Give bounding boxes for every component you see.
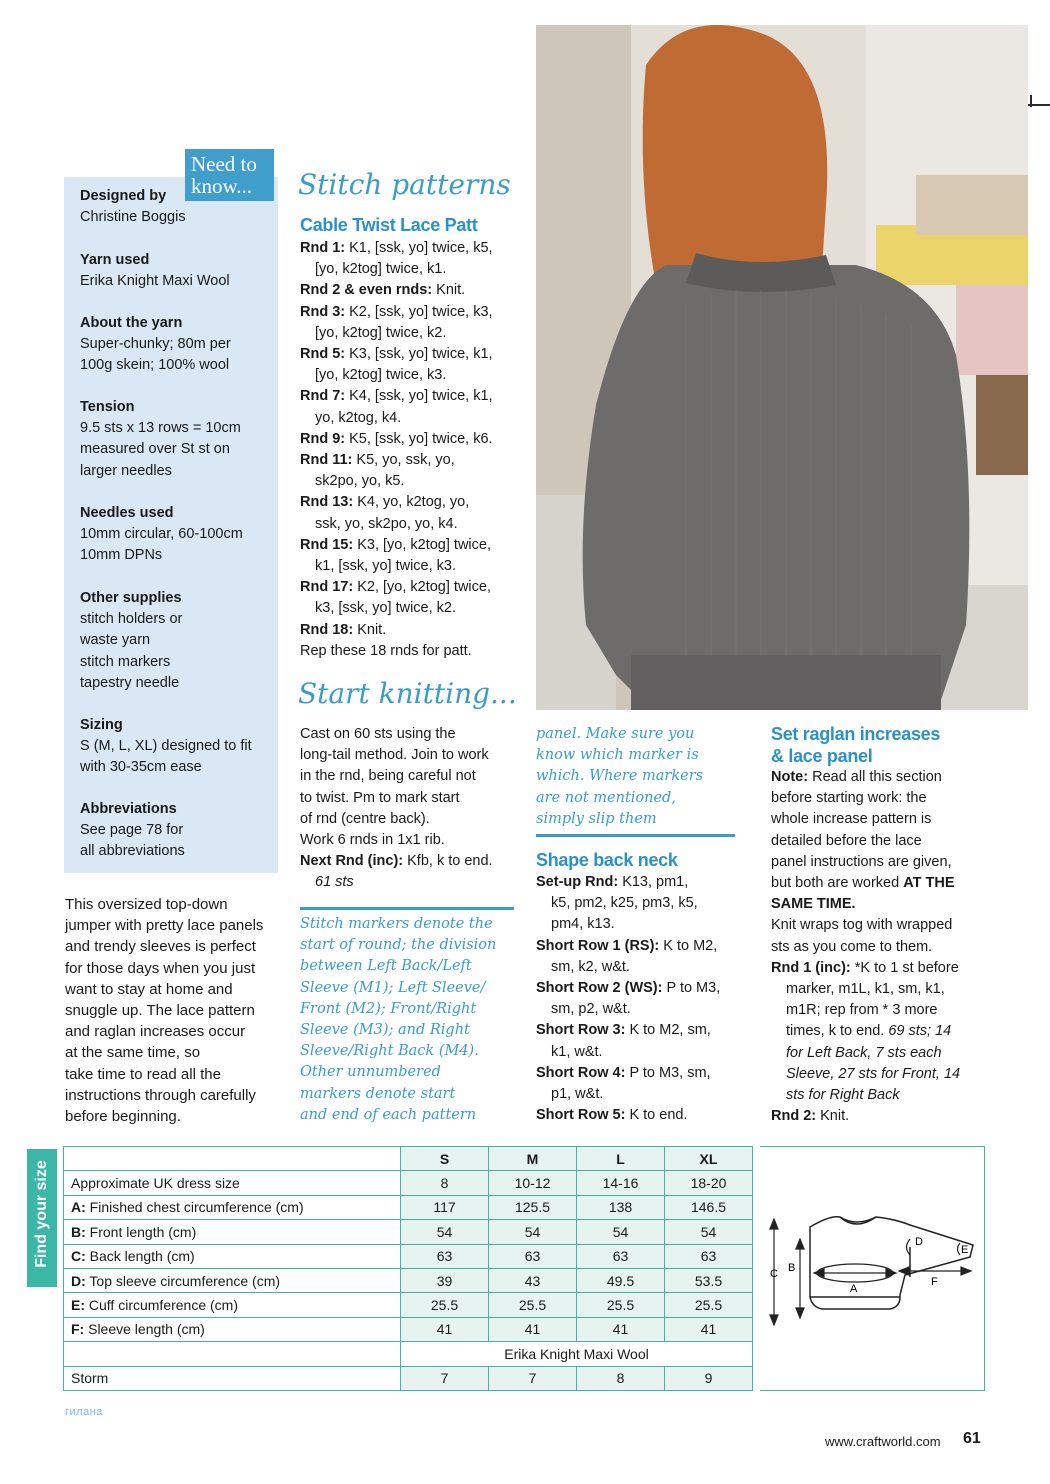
note-line: markers denote start (300, 1085, 456, 1102)
table-cell: 41 (665, 1317, 753, 1341)
start-line: Cast on 60 sts using the (300, 726, 456, 742)
rnd-text: K2, [ssk, yo] twice, k3, (349, 303, 493, 320)
sweater-schematic-icon (760, 1147, 984, 1392)
row-text: p1, w&t. (551, 1086, 604, 1103)
row-label: Short Row 1 (RS): (536, 937, 660, 954)
wrap-text: Knit wraps tog with wrapped (771, 917, 953, 934)
intro-line: before beginning. (65, 1108, 181, 1126)
watermark: гилана (65, 1406, 103, 1418)
label-d: D (915, 1236, 923, 1248)
header-cell: L (577, 1147, 665, 1171)
header-blank-cell (64, 1147, 401, 1171)
note-text: but both are worked (771, 875, 900, 892)
other-supplies-heading: Other supplies (80, 590, 182, 606)
row-label (64, 1317, 401, 1341)
rnd-label: Rnd 18: (300, 621, 354, 638)
header-cell: S (401, 1147, 489, 1171)
rnd-label: Rnd 5: (300, 346, 346, 363)
note-line: Front (M2); Front/Right (300, 1000, 477, 1017)
intro-line: and raglan increases occur (65, 1023, 246, 1041)
rnd-label: Rnd 11: (300, 452, 353, 469)
note-emphasis: SAME TIME. (771, 896, 856, 913)
marker-note-continued (536, 724, 751, 830)
table-cell: 117 (401, 1195, 489, 1219)
row-text: P to M3, (666, 980, 721, 997)
note-line: Other unnumbered (300, 1064, 441, 1081)
table-row (64, 1317, 753, 1341)
start-line: Work 6 rnds in 1x1 rib. (300, 832, 445, 849)
row-text: K to M2, sm, (629, 1022, 711, 1039)
sizing-line: with 30-35cm ease (80, 759, 202, 776)
rnd-label: Rnd 1: (300, 240, 346, 256)
shape-back-neck-text (536, 872, 761, 1126)
rnd-text: K3, [ssk, yo] twice, k1, (349, 346, 493, 363)
marker-note (300, 914, 525, 1126)
row-label: Short Row 4: (536, 1064, 626, 1081)
find-your-size-tab (27, 1149, 57, 1287)
raglan-heading (771, 723, 940, 767)
note-text: before starting work: the (771, 790, 927, 807)
next-rnd-text: Kfb, k to end. (407, 853, 493, 870)
row-label-text: Front length (cm) (89, 1223, 197, 1240)
rnd1-count: 69 sts; 14 (888, 1023, 952, 1040)
row-key: F: (71, 1321, 85, 1338)
rnd-text: [yo, k2tog] twice, k1. (315, 261, 447, 278)
row-label-text: Sleeve length (cm) (88, 1321, 205, 1338)
intro-paragraph (65, 894, 280, 1127)
rnd-text: K2, [yo, k2tog] twice, (357, 579, 491, 596)
rnd-text: sk2po, yo, k5. (315, 473, 405, 490)
table-cell: 125.5 (489, 1195, 577, 1219)
table-cell: 54 (665, 1220, 753, 1244)
woman-back-sweater-photo-icon (536, 25, 1028, 710)
row-key: D: (71, 1272, 86, 1289)
other-supplies-line: stitch markers (80, 653, 171, 670)
designed-by-block (80, 186, 186, 228)
start-line: of rnd (centre back). (300, 810, 430, 827)
table-cell: 138 (577, 1195, 665, 1219)
yarn-colour-label: Storm (64, 1366, 401, 1390)
note-line: which. Where markers (536, 768, 704, 785)
table-cell: 9 (665, 1366, 753, 1390)
rnd1-text: *K to 1 st before (854, 959, 959, 976)
row-label-text: Approximate UK dress size (71, 1175, 240, 1192)
row-label: Short Row 3: (536, 1022, 626, 1039)
note-line: Sleeve (M3); and Right (300, 1022, 470, 1039)
note-line: Stitch markers denote the (300, 916, 493, 932)
table-cell: 18-20 (665, 1171, 753, 1195)
table-row (64, 1268, 753, 1292)
row-label (64, 1195, 401, 1219)
row-text: K13, pm1, (622, 874, 689, 890)
row-text: sm, k2, w&t. (551, 958, 630, 975)
about-yarn-heading: About the yarn (80, 315, 183, 331)
row-key: A: (71, 1199, 86, 1216)
table-cell: 63 (489, 1244, 577, 1268)
start-knitting-text (300, 724, 525, 894)
sweater-photo (536, 25, 1028, 710)
header-cell: M (489, 1147, 577, 1171)
table-cell: 25.5 (665, 1293, 753, 1317)
note-rule-top (300, 907, 514, 910)
rnd-label: Rnd 7: (300, 388, 346, 405)
row-label (64, 1293, 401, 1317)
other-supplies-block (80, 588, 182, 694)
table-row (64, 1244, 753, 1268)
row-text: P to M3, sm, (629, 1064, 711, 1081)
table-cell: 41 (489, 1317, 577, 1341)
table-row (64, 1220, 753, 1244)
page-number: 61 (963, 1430, 981, 1447)
rnd1-count: for Left Back, 7 sts each (786, 1044, 942, 1061)
garment-schematic-box (760, 1146, 985, 1391)
rnd2-text: Knit. (820, 1108, 850, 1125)
sizing-heading: Sizing (80, 717, 123, 733)
table-row (64, 1171, 753, 1195)
table-cell: 49.5 (577, 1268, 665, 1292)
other-supplies-line: waste yarn (80, 632, 151, 649)
wrap-text: sts as you come to them. (771, 938, 933, 955)
rnd-text: [yo, k2tog] twice, k2. (315, 324, 447, 341)
yarn-used-block (80, 250, 230, 292)
needles-heading: Needles used (80, 505, 174, 521)
row-text: k5, pm2, k25, pm3, k5, (551, 895, 698, 912)
row-text: pm4, k13. (551, 916, 615, 933)
rnd-text: Knit. (436, 282, 466, 299)
table-cell: 63 (401, 1244, 489, 1268)
rnd-text: k1, [ssk, yo] twice, k3. (315, 558, 457, 575)
note-line: simply slip them (536, 810, 657, 827)
next-rnd-label: Next Rnd (inc): (300, 853, 404, 870)
rnd-label: Rnd 3: (300, 303, 346, 320)
rnd-label: Rnd 15: (300, 536, 354, 553)
cable-twist-subtitle: Cable Twist Lace Patt (300, 215, 478, 235)
repeat-text: Rep these 18 rnds for patt. (300, 642, 472, 659)
label-e: E (961, 1244, 969, 1256)
shape-back-neck-heading: Shape back neck (536, 850, 678, 870)
table-cell: 54 (577, 1220, 665, 1244)
table-cell: 14-16 (577, 1171, 665, 1195)
needles-block (80, 503, 243, 567)
note-line: between Left Back/Left (300, 958, 472, 975)
table-cell: 54 (401, 1220, 489, 1244)
intro-line: and trendy sleeves is perfect (65, 938, 256, 956)
yarn-used-heading: Yarn used (80, 252, 150, 268)
table-cell: 25.5 (489, 1293, 577, 1317)
table-cell: 39 (401, 1268, 489, 1292)
intro-line: take time to read all the (65, 1065, 221, 1083)
table-cell: 146.5 (665, 1195, 753, 1219)
other-supplies-line: stitch holders or (80, 611, 183, 628)
note-text: Read all this section (812, 769, 942, 785)
note-text: detailed before the lace (771, 832, 922, 849)
note-rule-bottom (536, 834, 735, 837)
start-knitting-title: Start knitting... (298, 677, 517, 710)
abbreviations-line: See page 78 for (80, 822, 184, 839)
intro-line: for those days when you just (65, 959, 256, 977)
table-row (64, 1293, 753, 1317)
note-text: whole increase pattern is (771, 811, 932, 828)
rnd-text: K1, [ssk, yo] twice, k5, (349, 240, 493, 256)
table-cell: 41 (577, 1317, 665, 1341)
rnd-text: k3, [ssk, yo] twice, k2. (315, 600, 457, 617)
row-label: Short Row 2 (WS): (536, 980, 663, 997)
table-cell: 63 (577, 1244, 665, 1268)
table-cell: 25.5 (401, 1293, 489, 1317)
table-cell: 63 (665, 1244, 753, 1268)
table-row (64, 1195, 753, 1219)
size-table (63, 1146, 753, 1391)
header-cell: XL (665, 1147, 753, 1171)
yarn-used-value: Erika Knight Maxi Wool (80, 273, 230, 290)
table-cell: 8 (401, 1171, 489, 1195)
rnd-text: K4, yo, k2tog, yo, (357, 494, 470, 511)
stitch-patterns-title: Stitch patterns (298, 168, 511, 201)
row-key: C: (71, 1248, 86, 1265)
rnd-text: K4, [ssk, yo] twice, k1, (349, 388, 493, 405)
abbreviations-line: all abbreviations (80, 843, 185, 860)
row-label: Short Row 5: (536, 1107, 626, 1124)
abbreviations-heading: Abbreviations (80, 801, 177, 817)
abbreviations-block (80, 799, 185, 863)
about-yarn-block (80, 313, 231, 377)
note-line: and end of each pattern (300, 1106, 477, 1123)
rnd-text: ssk, yo, sk2po, yo, k4. (315, 515, 458, 532)
label-c: C (770, 1268, 778, 1280)
label-b: B (788, 1262, 796, 1274)
need-to-know-badge: Need to know... (185, 149, 274, 201)
rnd1-count: sts for Right Back (786, 1087, 900, 1104)
note-line: panel. Make sure you (536, 726, 695, 742)
row-text: sm, p2, w&t. (551, 1001, 631, 1018)
rnd-text: K5, [ssk, yo] twice, k6. (349, 430, 493, 447)
row-label: Set-up Rnd: (536, 874, 619, 890)
about-yarn-line: 100g skein; 100% wool (80, 357, 230, 374)
rnd-text: yo, k2tog, k4. (315, 409, 402, 426)
about-yarn-line: Super-chunky; 80m per (80, 336, 231, 353)
note-line: are not mentioned, (536, 789, 676, 806)
note-line: start of round; the division (300, 937, 497, 954)
row-label (64, 1220, 401, 1244)
row-key: E: (71, 1297, 85, 1314)
table-cell: 8 (577, 1366, 665, 1390)
next-rnd-count: 61 sts (315, 874, 354, 891)
rnd1-count: Sleeve, 27 sts for Front, 14 (786, 1065, 961, 1082)
tension-line: measured over St st on (80, 441, 230, 458)
note-text: panel instructions are given, (771, 853, 952, 870)
row-label-text: Cuff circumference (cm) (88, 1297, 238, 1314)
tension-line: larger needles (80, 462, 172, 479)
yarn-name-cell: Erika Knight Maxi Wool (401, 1342, 753, 1366)
table-cell: 7 (401, 1366, 489, 1390)
table-cell: 41 (401, 1317, 489, 1341)
sizing-block (80, 715, 252, 779)
note-line: Sleeve/Right Back (M4). (300, 1043, 479, 1060)
rnd-label: Rnd 2 & even rnds: (300, 282, 433, 299)
table-row (64, 1366, 753, 1390)
raglan-text (771, 767, 1006, 1127)
rnd1-text: times, k to end. (786, 1023, 885, 1040)
note-emphasis: AT THE (903, 875, 955, 892)
sizing-line: S (M, L, XL) designed to fit (80, 738, 252, 755)
raglan-heading-line: & lace panel (771, 746, 873, 766)
table-cell: 25.5 (577, 1293, 665, 1317)
start-line: in the rnd, being careful not (300, 768, 476, 785)
row-label-text: Finished chest circumference (cm) (89, 1199, 304, 1216)
intro-line: at the same time, so (65, 1044, 201, 1062)
table-cell: 43 (489, 1268, 577, 1292)
start-line: long-tail method. Join to work (300, 747, 489, 764)
tension-heading: Tension (80, 399, 135, 415)
intro-line: This oversized top-down (65, 896, 228, 913)
label-f: F (931, 1276, 938, 1288)
footer-url: www.craftworld.com (825, 1434, 941, 1449)
label-a: A (850, 1283, 858, 1295)
row-text: K to M2, (663, 937, 718, 954)
row-label (64, 1171, 401, 1195)
designed-by-heading: Designed by (80, 188, 167, 204)
row-text: K to end. (629, 1107, 688, 1124)
find-your-size-label: Find your size (33, 1160, 50, 1268)
row-key: B: (71, 1223, 86, 1240)
table-header-row (64, 1147, 753, 1171)
intro-line: instructions through carefully (65, 1086, 256, 1104)
section-rule-tick (1030, 95, 1032, 107)
rnd-text: [yo, k2tog] twice, k3. (315, 367, 447, 384)
intro-line: want to stay at home and (65, 980, 233, 998)
row-label (64, 1268, 401, 1292)
raglan-heading-line: Set raglan increases (771, 724, 941, 744)
rnd1-text: marker, m1L, k1, sm, k1, (786, 981, 945, 998)
start-line: to twist. Pm to mark start (300, 789, 460, 806)
rnd-label: Rnd 9: (300, 430, 346, 447)
rnd-label: Rnd 17: (300, 579, 354, 596)
tension-line: 9.5 sts x 13 rows = 10cm (80, 420, 241, 437)
designed-by-value: Christine Boggis (80, 209, 186, 226)
note-line: know which marker is (536, 747, 699, 764)
rnd2-label: Rnd 2: (771, 1108, 817, 1125)
other-supplies-line: tapestry needle (80, 674, 180, 691)
note-label: Note: (771, 769, 809, 785)
row-text: k1, w&t. (551, 1043, 603, 1060)
rnd-text: K5, yo, ssk, yo, (356, 452, 455, 469)
table-cell: 54 (489, 1220, 577, 1244)
table-cell: 53.5 (665, 1268, 753, 1292)
stitch-pattern-rows (300, 238, 525, 662)
table-cell: 7 (489, 1366, 577, 1390)
row-label-text: Back length (cm) (89, 1248, 195, 1265)
rnd1-label: Rnd 1 (inc): (771, 959, 851, 976)
needles-line: 10mm circular, 60-100cm (80, 526, 243, 543)
note-line: Sleeve (M1); Left Sleeve/ (300, 979, 486, 996)
rnd-text: K3, [yo, k2tog] twice, (357, 536, 491, 553)
tension-block (80, 397, 241, 482)
rnd1-text: m1R; rep from * 3 more (786, 1002, 938, 1019)
rnd-label: Rnd 13: (300, 494, 354, 511)
row-label-text: Top sleeve circumference (cm) (89, 1272, 281, 1289)
needles-line: 10mm DPNs (80, 547, 163, 564)
rnd-text: Knit. (357, 621, 387, 638)
intro-line: snuggle up. The lace pattern (65, 1002, 255, 1020)
intro-line: jumper with pretty lace panels (65, 917, 264, 935)
yarn-header-row (64, 1342, 753, 1366)
row-label (64, 1244, 401, 1268)
table-cell: 10-12 (489, 1171, 577, 1195)
yarn-blank-cell (64, 1342, 401, 1366)
